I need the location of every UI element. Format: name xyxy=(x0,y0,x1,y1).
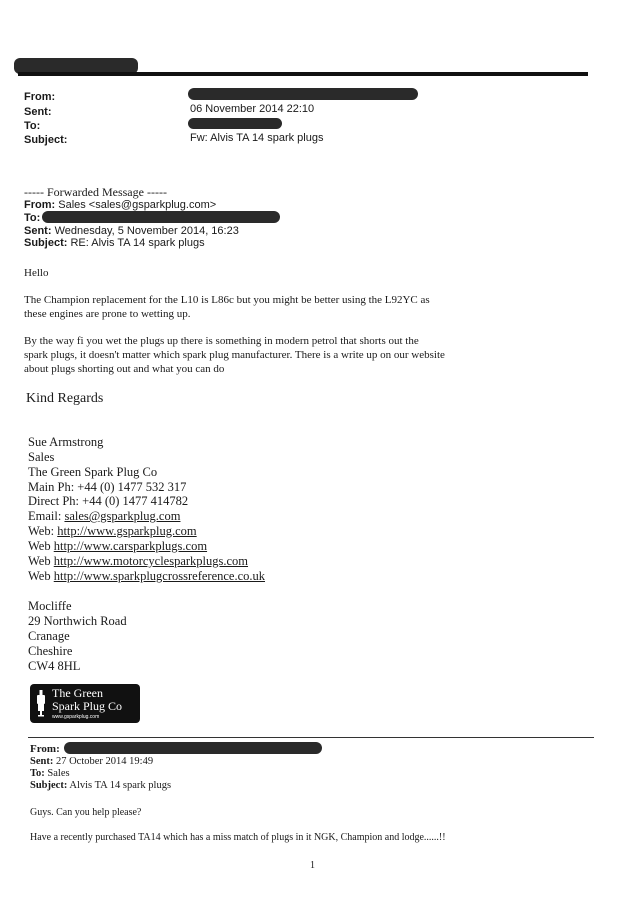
fwd-sent-label: Sent: xyxy=(24,225,52,237)
sig-address-line2: 29 Northwich Road xyxy=(28,614,127,628)
redacted-to-address xyxy=(188,118,282,129)
fwd-from-value: Sales <sales@gsparkplug.com> xyxy=(58,199,217,211)
orig-to-label: To: xyxy=(30,768,45,779)
para2-line3: about plugs shorting out and what you can do xyxy=(24,363,225,375)
orig-to-value: Sales xyxy=(47,768,70,779)
para2-line2: spark plugs, it doesn't matter which spark plug manufacturer. There is a write up on our website xyxy=(24,349,445,361)
sig-address-line1: Mocliffe xyxy=(28,599,72,613)
orig-from-label: From: xyxy=(30,743,60,755)
sig-web1-label: Web: xyxy=(28,524,58,538)
subject-value: Fw: Alvis TA 14 spark plugs xyxy=(190,132,324,144)
sig-address-line5: CW4 8HL xyxy=(28,659,81,673)
sig-web4-label: Web xyxy=(28,569,54,583)
to-label: To: xyxy=(24,120,41,132)
sig-main-phone: Main Ph: +44 (0) 1477 532 317 xyxy=(28,480,187,494)
sig-address-line3: Cranage xyxy=(28,629,70,643)
original-message-rule xyxy=(28,737,594,738)
sig-dept: Sales xyxy=(28,450,55,464)
logo-url: www.gsparkplug.com xyxy=(52,714,100,720)
company-logo xyxy=(30,684,140,723)
orig-sent-value: 27 October 2014 19:49 xyxy=(55,756,154,767)
sig-email-link[interactable]: sales@gsparkplug.com xyxy=(64,509,181,523)
orig-sent-label: Sent: xyxy=(30,756,54,767)
redacted-fwd-to-address xyxy=(42,211,280,223)
sig-company: The Green Spark Plug Co xyxy=(28,465,158,479)
subject-label: Subject: xyxy=(24,134,68,146)
redacted-orig-from-address xyxy=(64,742,322,754)
redacted-from-address xyxy=(188,88,418,100)
orig-subject-value: Alvis TA 14 spark plugs xyxy=(69,780,172,791)
forwarded-banner: ----- Forwarded Message ----- xyxy=(24,185,167,199)
spark-plug-icon xyxy=(36,690,46,717)
fwd-to-label: To: xyxy=(24,212,41,224)
fwd-subject-label: Subject: xyxy=(24,237,68,249)
orig-body-line1: Guys. Can you help please? xyxy=(30,807,142,818)
closing: Kind Regards xyxy=(26,391,104,406)
sig-web2-label: Web xyxy=(28,539,54,553)
sent-label: Sent: xyxy=(24,106,52,118)
orig-body-line2: Have a recently purchased TA14 which has a miss match of plugs in it NGK, Champion and lodge......!! xyxy=(30,832,446,843)
fwd-subject-value: RE: Alvis TA 14 spark plugs xyxy=(70,237,205,249)
para1-line2: these engines are prone to wetting up. xyxy=(24,308,191,320)
greeting: Hello xyxy=(24,267,49,279)
sig-web4-link[interactable]: http://www.sparkplugcrossreference.co.uk xyxy=(53,569,266,583)
sig-address-line4: Cheshire xyxy=(28,644,73,658)
page-number: 1 xyxy=(310,860,315,871)
sig-web1-link[interactable]: http://www.gsparkplug.com xyxy=(57,524,197,538)
sent-value: 06 November 2014 22:10 xyxy=(190,103,315,115)
para1-line1: The Champion replacement for the L10 is L86c but you might be better using the L92YC as xyxy=(24,294,430,306)
sig-web3-label: Web xyxy=(28,554,54,568)
header-rule xyxy=(18,72,588,76)
para2-line1: By the way fi you wet the plugs up there is something in modern petrol that shorts out the xyxy=(24,335,419,347)
sig-web2-link[interactable]: http://www.carsparkplugs.com xyxy=(53,539,208,553)
fwd-sent-value: Wednesday, 5 November 2014, 16:23 xyxy=(54,225,239,237)
from-label: From: xyxy=(24,91,56,103)
sig-name: Sue Armstrong xyxy=(28,435,104,449)
orig-subject-label: Subject: xyxy=(30,780,68,791)
sig-web3-link[interactable]: http://www.motorcyclesparkplugs.com xyxy=(53,554,249,568)
logo-line1: The Green xyxy=(52,686,103,700)
sig-direct-phone: Direct Ph: +44 (0) 1477 414782 xyxy=(28,494,189,508)
sig-email-label: Email: xyxy=(28,509,65,523)
logo-line2: Spark Plug Co xyxy=(52,699,123,713)
fwd-from-label: From: xyxy=(24,199,56,211)
